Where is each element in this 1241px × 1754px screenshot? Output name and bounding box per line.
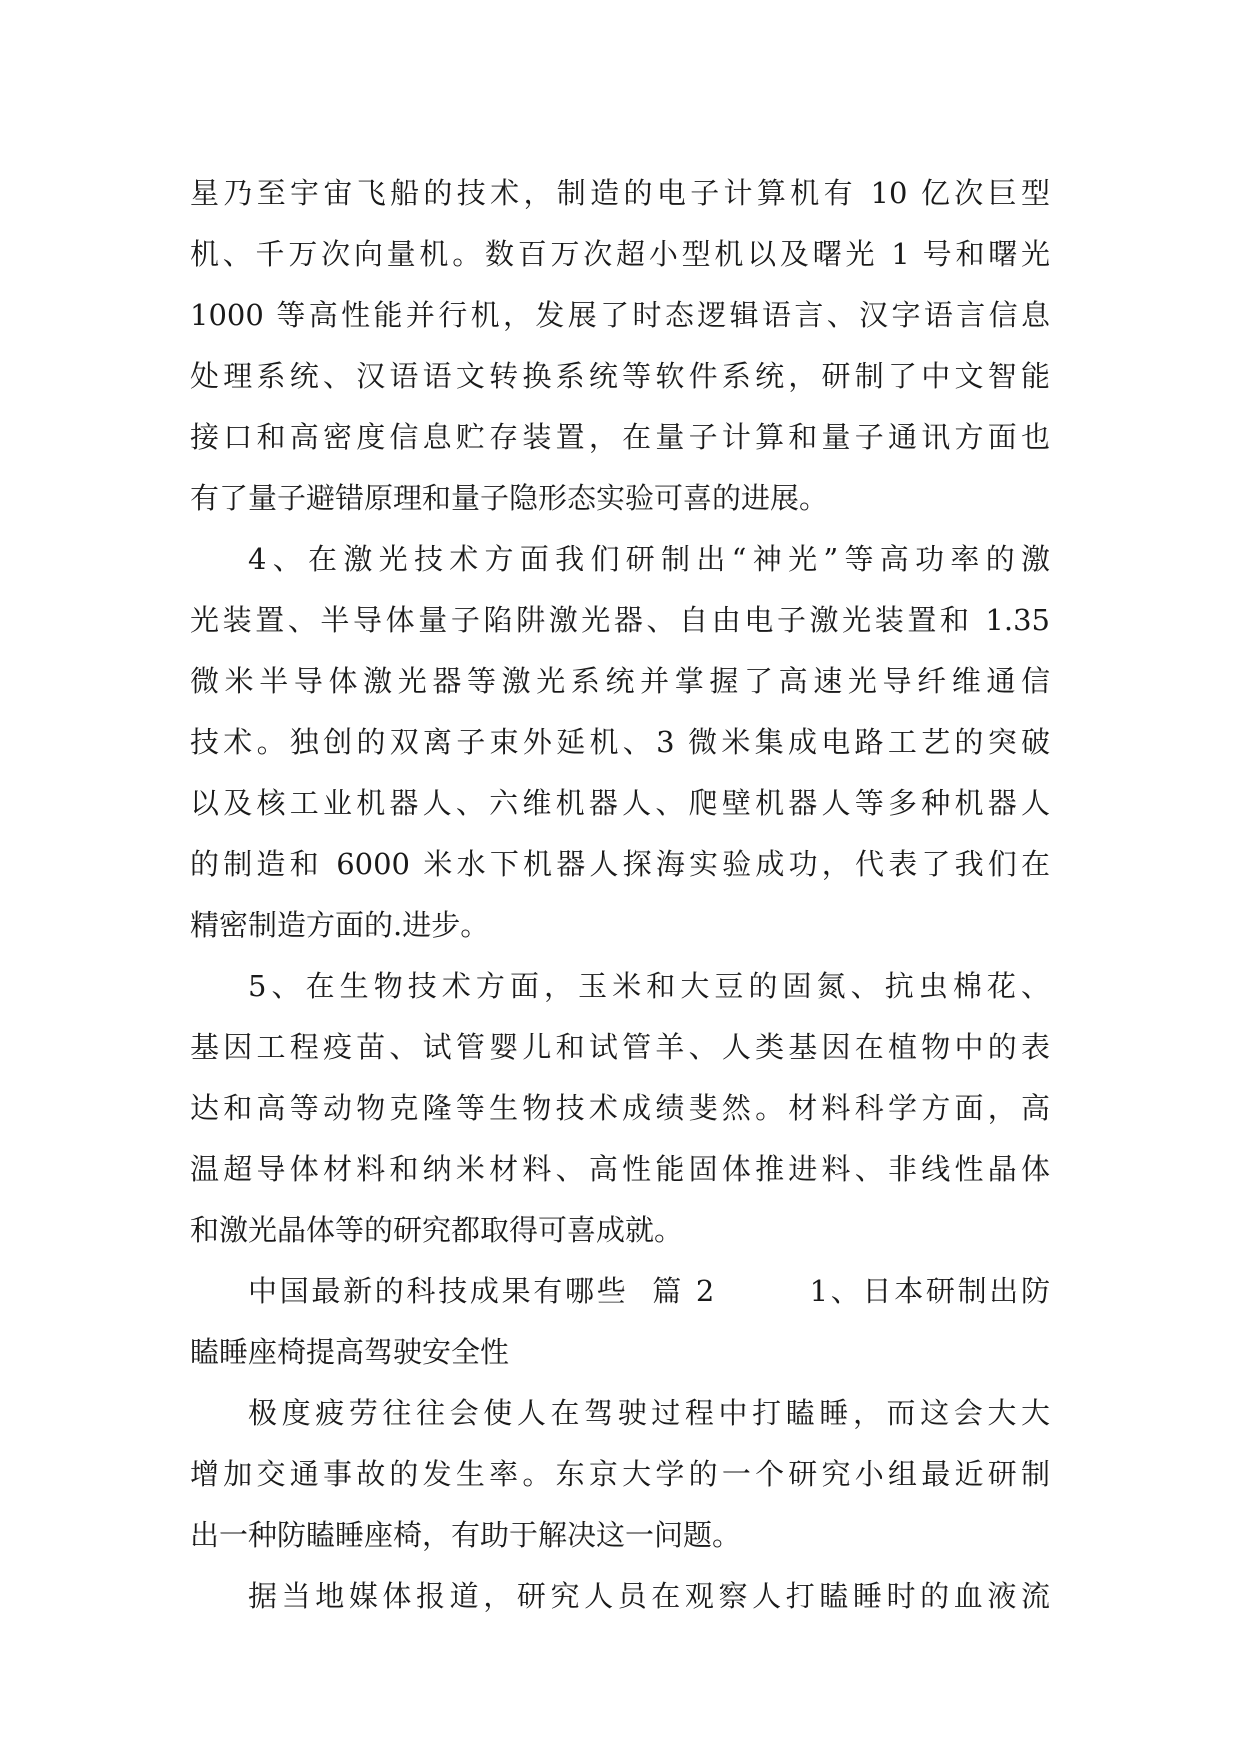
text-line: 星乃至宇宙飞船的技术，制造的电子计算机有 10 亿次巨型 — [190, 176, 1050, 210]
article-body — [190, 163, 1050, 1627]
paragraph-start-line: 4、在激光技术方面我们研制出“神光”等高功率的激 — [248, 542, 1050, 576]
text-line: 以及核工业机器人、六维机器人、爬壁机器人等多种机器人 — [190, 786, 1050, 820]
section-heading-line: 瞌睡座椅提高驾驶安全性 — [190, 1335, 510, 1369]
text-line: 光装置、半导体量子陷阱激光器、自由电子激光装置和 1.35 — [190, 603, 1050, 637]
text-line: 机、千万次向量机。数百万次超小型机以及曙光 1 号和曙光 — [190, 237, 1050, 271]
paragraph-start-line: 据当地媒体报道，研究人员在观察人打瞌睡时的血液流 — [248, 1579, 1050, 1613]
text-line: 增加交通事故的发生率。东京大学的一个研究小组最近研制 — [190, 1457, 1050, 1491]
text-line: 处理系统、汉语语文转换系统等软件系统，研制了中文智能 — [190, 359, 1050, 393]
paragraph-start-line: 极度疲劳往往会使人在驾驶过程中打瞌睡，而这会大大 — [248, 1396, 1050, 1430]
paragraph-start-line: 5、在生物技术方面，玉米和大豆的固氮、抗虫棉花、 — [248, 969, 1050, 1003]
text-line: 出一种防瞌睡座椅，有助于解决这一问题。 — [190, 1518, 742, 1552]
text-line: 基因工程疫苗、试管婴儿和试管羊、人类基因在植物中的表 — [190, 1030, 1050, 1064]
text-line: 接口和高密度信息贮存装置，在量子计算和量子通讯方面也 — [190, 420, 1050, 454]
text-line: 的制造和 6000 米水下机器人探海实验成功，代表了我们在 — [190, 847, 1050, 881]
text-line: 温超导体材料和纳米材料、高性能固体推进料、非线性晶体 — [190, 1152, 1050, 1186]
text-line: 1000 等高性能并行机，发展了时态逻辑语言、汉字语言信息 — [190, 298, 1050, 332]
text-line: 技术。独创的双离子束外延机、3 微米集成电路工艺的突破 — [190, 725, 1050, 759]
section-heading-line: 中国最新的科技成果有哪些 篇 2 1、日本研制出防 — [248, 1274, 1050, 1308]
text-line: 微米半导体激光器等激光系统并掌握了高速光导纤维通信 — [190, 664, 1050, 698]
text-line: 有了量子避错原理和量子隐形态实验可喜的进展。 — [190, 481, 829, 515]
text-line: 和激光晶体等的研究都取得可喜成就。 — [190, 1213, 684, 1247]
text-line: 达和高等动物克隆等生物技术成绩斐然。材料科学方面，高 — [190, 1091, 1050, 1125]
text-line: 精密制造方面的.进步。 — [190, 908, 490, 942]
